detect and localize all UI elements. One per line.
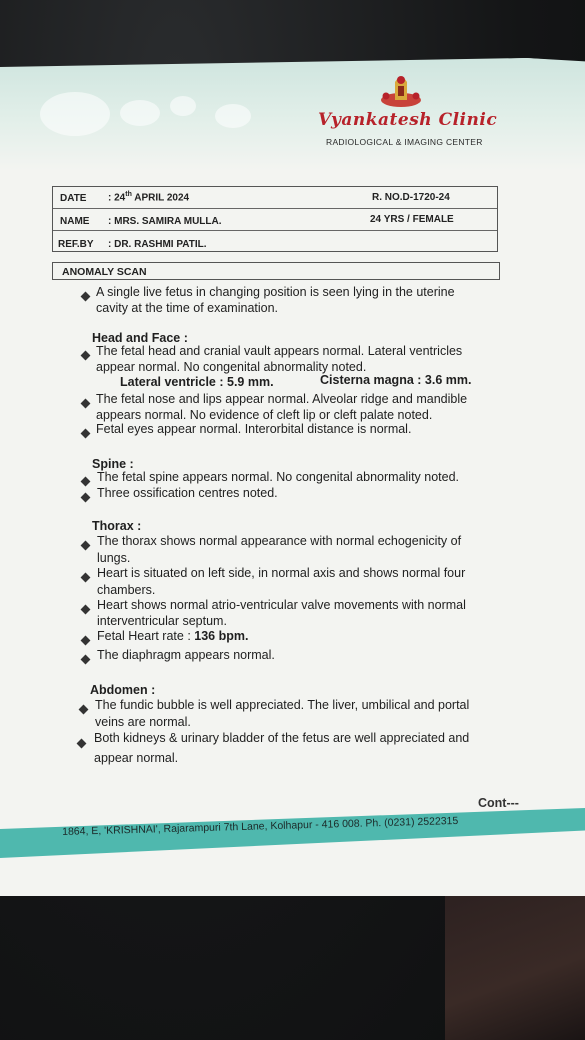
finding-line: Both kidneys & urinary bladder of the fetus are well appreciated and [94, 731, 470, 745]
intro-line: cavity at the time of examination. [96, 301, 279, 315]
finding-line: The thorax shows normal appearance with normal echogenicity of [97, 534, 462, 548]
finding-line: appears normal. No evidence of cleft lip or cleft palate noted. [96, 408, 433, 422]
fetal-heart-rate [97, 629, 248, 644]
finding-line: The diaphragm appears normal. [97, 648, 275, 662]
section-heading-spine: Spine : [92, 457, 134, 471]
finding-line: appear normal. No congenital abnormality noted. [96, 360, 367, 374]
finding-line: chambers. [97, 583, 156, 597]
lateral-ventricle-measurement: Lateral ventricle : 5.9 mm. [120, 375, 274, 389]
finding-line: interventricular septum. [97, 614, 227, 628]
section-heading-head-face: Head and Face : [92, 331, 188, 345]
finding-line: The fetal nose and lips appear normal. Alveolar ridge and mandible [96, 392, 468, 406]
finding-line: veins are normal. [95, 715, 191, 729]
heart-rate-value: 136 bpm. [194, 629, 249, 643]
finding-line: The fetal spine appears normal. No congenital abnormality noted. [97, 470, 460, 484]
finding-line: The fundic bubble is well appreciated. The liver, umbilical and portal [95, 698, 470, 712]
decorative-bubble [215, 104, 251, 128]
patient-name: : MRS. SAMIRA MULLA. [108, 216, 222, 227]
finding-line: Fetal eyes appear normal. Interorbital distance is normal. [96, 422, 412, 436]
referred-by-label: REF.BY [58, 239, 94, 250]
scan-title: ANOMALY SCAN [62, 266, 147, 278]
date-label: DATE [60, 193, 87, 204]
intro-line: A single live fetus in changing position is seen lying in the uterine [96, 285, 455, 299]
decorative-bubble [120, 100, 160, 126]
finding-line: Heart shows normal atrio-ventricular valve movements with normal [97, 598, 466, 612]
decorative-bubble [170, 96, 196, 116]
finding-line: The fetal head and cranial vault appears normal. Lateral ventricles [96, 344, 463, 358]
finding-line: lungs. [97, 551, 131, 565]
patient-age-sex: 24 YRS / FEMALE [370, 214, 454, 225]
section-heading-abdomen: Abdomen : [90, 683, 156, 697]
heart-rate-label: Fetal Heart rate : [97, 629, 195, 643]
finding-line: Three ossification centres noted. [97, 486, 278, 500]
section-heading-thorax: Thorax : [92, 519, 142, 533]
clinic-logo-icon [378, 70, 424, 110]
finding-line: Heart is situated on left side, in normal axis and shows normal four [97, 566, 466, 580]
decorative-bubble [40, 92, 110, 136]
finding-line: appear normal. [94, 751, 179, 765]
referring-doctor: : DR. RASHMI PATIL. [108, 239, 207, 250]
background-object [445, 880, 585, 1040]
clinic-address: 1864, E, 'KRISHNAI', Rajarampuri 7th Lane, Kolhapur - 416 008. Ph. (0231) 2522315 [62, 814, 459, 838]
clinic-name: Vyankatesh Clinic [318, 110, 498, 130]
cisterna-magna-measurement: Cisterna magna : 3.6 mm. [320, 373, 472, 387]
date-value: : 24th APRIL 2024 [108, 191, 190, 204]
registration-number: R. NO.D-1720-24 [372, 192, 450, 203]
continued-label: Cont--- [478, 796, 519, 810]
name-label: NAME [60, 216, 90, 227]
clinic-subtitle: RADIOLOGICAL & IMAGING CENTER [326, 137, 483, 147]
